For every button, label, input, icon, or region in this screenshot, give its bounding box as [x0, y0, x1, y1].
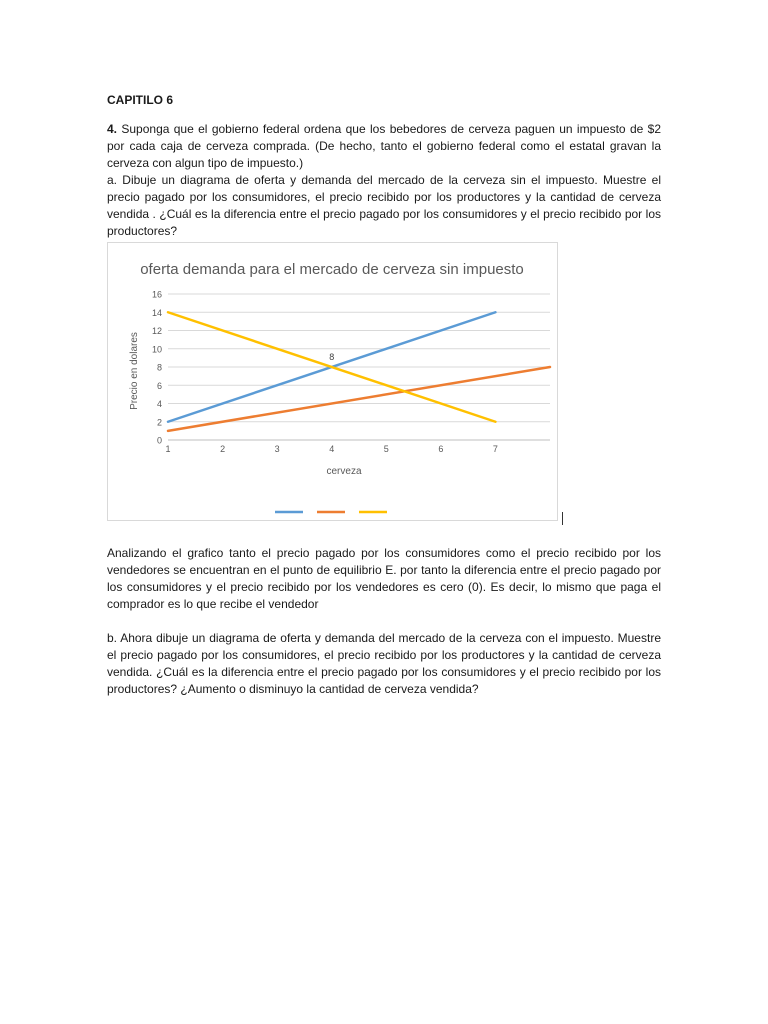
y-tick-label: 4 [156, 399, 162, 409]
question-4 [107, 121, 661, 172]
question-4-text: Suponga que el gobierno federal ordena que los bebedores de cerveza paguen un impuesto de $2 por cada caja de cerveza comprada. (De hecho, tanto el gobierno federal como el estatal gravan la cerveza con algun tipo de impuesto.) [107, 122, 661, 170]
y-tick-label: 0 [156, 435, 162, 446]
y-axis-label: Precio en dolares [129, 332, 140, 410]
x-tick-label: 7 [492, 444, 498, 454]
x-tick-label: 3 [274, 444, 280, 454]
chart-title: oferta demanda para el mercado de cerveza sin impuesto [140, 261, 524, 278]
chart-container [107, 242, 558, 521]
x-tick-label: 1 [165, 444, 171, 454]
data-label: 8 [329, 352, 335, 362]
y-tick-label: 6 [156, 380, 162, 391]
analysis-paragraph: Analizando el grafico tanto el precio pagado por los consumidores como el precio recibido por los vendedores se encuentran en el punto de equilibrio E. por tanto la diferencia entre el precio pagado por los consumidores y el precio recibido por los vendedores es cero (0). Es decir, lo mismo que paga el comprador es lo que recibe el vendedor [107, 546, 661, 611]
y-tick-label: 10 [151, 344, 162, 355]
supply-demand-chart [108, 243, 557, 520]
y-tick-label: 12 [151, 326, 162, 336]
chapter-heading: CAPITILO 6 [107, 93, 174, 107]
y-tick-label: 8 [156, 362, 162, 373]
question-a: a. Dibuje un diagrama de oferta y demanda del mercado de la cerveza sin el impuesto. Muestre el precio pagado por los consumidores, el precio recibido por los productores y la cantidad de cerveza vendida . ¿Cuál es la diferencia entre el precio pagado por los consumidores y el precio recibido por los productores? [107, 173, 661, 238]
y-tick-label: 2 [156, 417, 162, 428]
x-tick-label: 6 [438, 444, 444, 454]
x-tick-label: 4 [329, 444, 335, 454]
y-tick-label: 14 [151, 307, 162, 318]
x-axis-label: cerveza [326, 466, 362, 477]
question-b: b. Ahora dibuje un diagrama de oferta y demanda del mercado de la cerveza con el impuesto. Muestre el precio pagado por los consumidores, el precio recibido por los productores y la cantidad de cerveza vendida. ¿Cuál es la diferencia entre el precio pagado por los consumidores y el precio recibido por los productores? ¿Aumento o disminuyo la cantidad de cerveza vendida? [107, 631, 661, 696]
y-tick-label: 16 [151, 289, 162, 300]
question-4-number: 4. [107, 122, 118, 136]
x-tick-label: 2 [220, 444, 226, 454]
x-tick-label: 5 [383, 444, 389, 454]
text-cursor [562, 512, 563, 525]
